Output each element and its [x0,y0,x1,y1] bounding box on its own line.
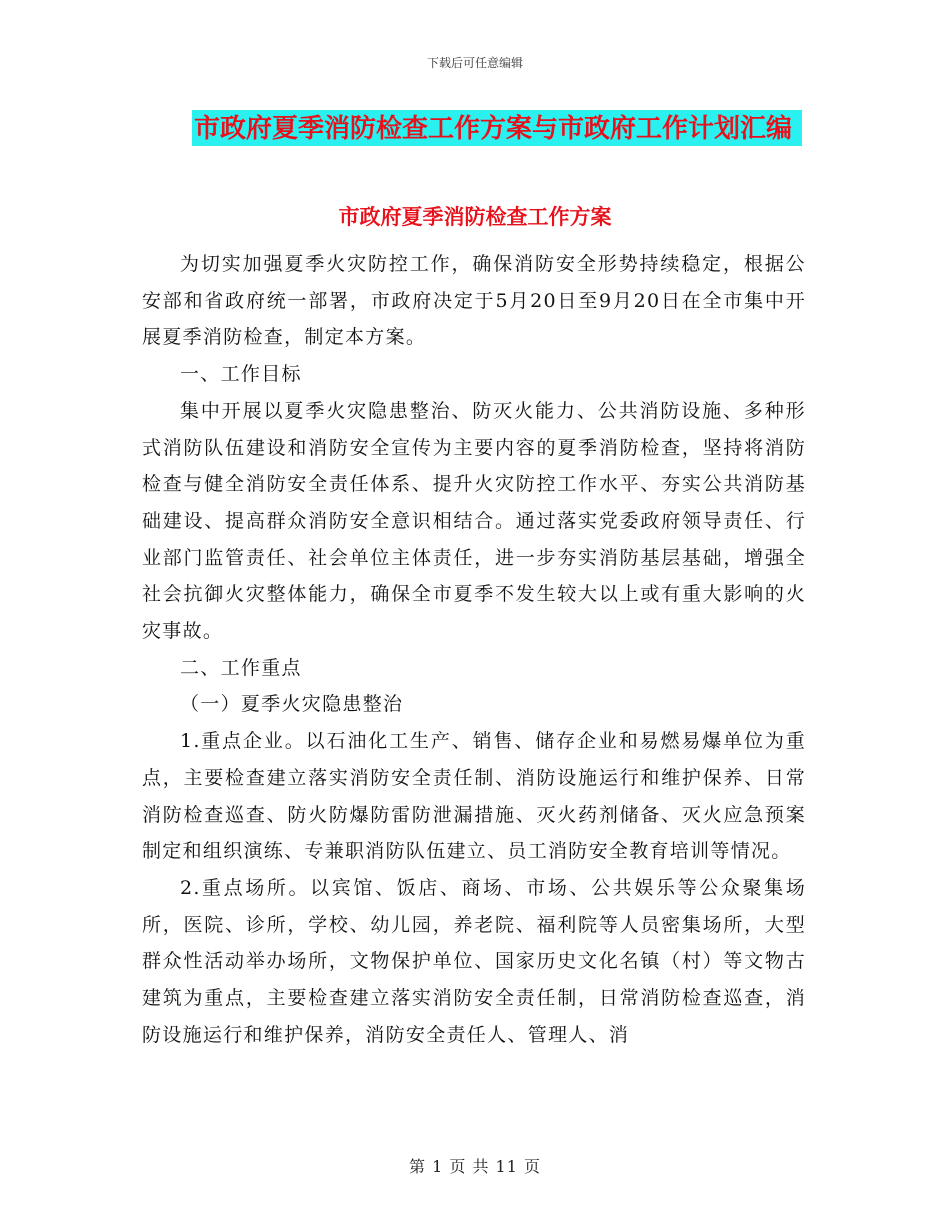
subheading-hazard-rectification: （一）夏季火灾隐患整治 [180,693,404,716]
paragraph-intro: 为切实加强夏季火灾防控工作，确保消防安全形势持续稳定，根据公安部和省政府统一部署，市政府决定于5月20日至9月20日在全市集中开展夏季消防检查，制定本方案。 [142,253,806,349]
document-main-title: 市政府夏季消防检查工作方案与市政府工作计划汇编 [194,114,793,144]
heading-work-focus: 二、工作重点 [180,656,302,679]
document-body [142,246,806,1053]
header-note: 下载后可任意编辑 [426,56,523,70]
page-number-footer: 第 1 页 共 11 页 [409,1157,541,1176]
paragraph-key-enterprises: 1.重点企业。以石油化工生产、销售、储存企业和易燃易爆单位为重点，主要检查建立落实消防安全责任制、消防设施运行和维护保养、日常消防检查巡查、防火防爆防雷防泄漏措施、灭火药剂储备、灭火应急预案制定和组织演练、专兼职消防队伍建立、员工消防安全教育培训等情况。 [142,730,806,863]
paragraph-key-venues: 2.重点场所。以宾馆、饭店、商场、市场、公共娱乐等公众聚集场所，医院、诊所，学校、幼儿园，养老院、福利院等人员密集场所，大型群众性活动举办场所，文物保护单位、国家历史文化名镇（村）等文物古建筑为重点，主要检查建立落实消防安全责任制，日常消防检查巡查，消防设施运行和维护保养，消防安全责任人、管理人、消 [142,876,806,1046]
heading-work-goal: 一、工作目标 [180,363,302,386]
paragraph-work-goal: 集中开展以夏季火灾隐患整治、防灭火能力、公共消防设施、多种形式消防队伍建设和消防安全宣传为主要内容的夏季消防检查，坚持将消防检查与健全消防安全责任体系、提升火灾防控工作水平、夯实公共消防基础建设、提高群众消防安全意识相结合。通过落实党委政府领导责任、行业部门监管责任、社会单位主体责任，进一步夯实消防基层基础，增强全社会抗御火灾整体能力，确保全市夏季不发生较大以上或有重大影响的火灾事故。 [142,399,806,643]
document-sub-title: 市政府夏季消防检查工作方案 [338,204,612,229]
